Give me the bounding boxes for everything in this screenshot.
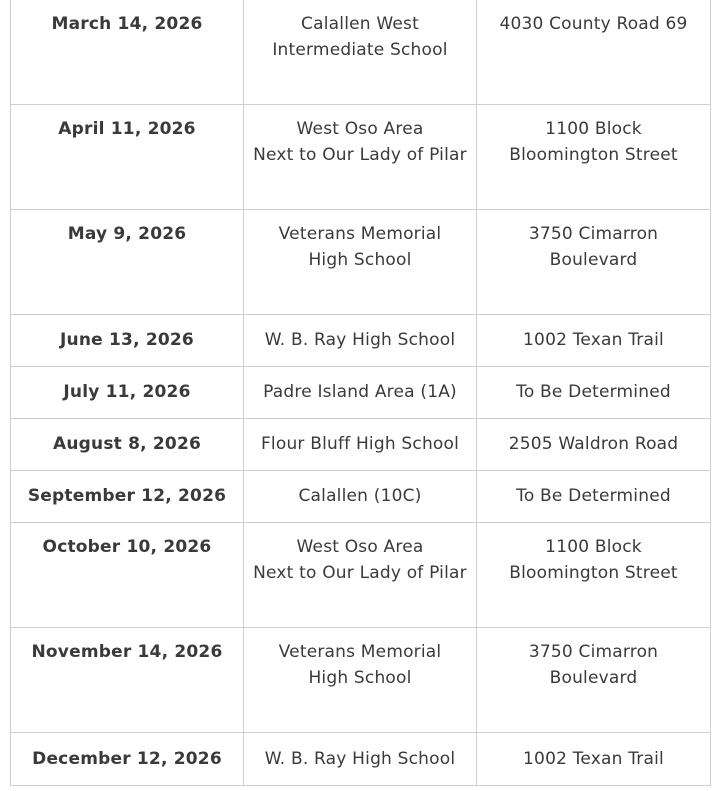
event-location: Calallen West Intermediate School [244, 0, 477, 105]
event-address: 1002 Texan Trail [477, 315, 711, 367]
event-location: Flour Bluff High School [244, 419, 477, 471]
event-date: April 11, 2026 [11, 105, 244, 210]
table-row [11, 419, 711, 471]
event-date: November 14, 2026 [11, 628, 244, 733]
table-row [11, 628, 711, 733]
event-date: March 14, 2026 [11, 0, 244, 105]
event-date: October 10, 2026 [11, 523, 244, 628]
event-date: September 12, 2026 [11, 471, 244, 523]
event-date: May 9, 2026 [11, 210, 244, 315]
table-row [11, 367, 711, 419]
event-location: W. B. Ray High School [244, 733, 477, 786]
event-location: Veterans Memorial High School [244, 628, 477, 733]
event-address: 3750 Cimarron Boulevard [477, 210, 711, 315]
event-address: 3750 Cimarron Boulevard [477, 628, 711, 733]
table-row [11, 0, 711, 105]
event-location: West Oso Area Next to Our Lady of Pilar [244, 105, 477, 210]
event-location: Padre Island Area (1A) [244, 367, 477, 419]
event-address: 1100 Block Bloomington Street [477, 523, 711, 628]
table-row [11, 105, 711, 210]
event-location: W. B. Ray High School [244, 315, 477, 367]
table-row [11, 523, 711, 628]
event-date: December 12, 2026 [11, 733, 244, 786]
event-location: Calallen (10C) [244, 471, 477, 523]
event-address: 1002 Texan Trail [477, 733, 711, 786]
table-row [11, 733, 711, 786]
event-location: West Oso Area Next to Our Lady of Pilar [244, 523, 477, 628]
event-date: June 13, 2026 [11, 315, 244, 367]
event-address: To Be Determined [477, 471, 711, 523]
table-row [11, 315, 711, 367]
event-address: To Be Determined [477, 367, 711, 419]
event-location: Veterans Memorial High School [244, 210, 477, 315]
event-address: 4030 County Road 69 [477, 0, 711, 105]
schedule-table [10, 0, 711, 786]
event-date: July 11, 2026 [11, 367, 244, 419]
table-row [11, 471, 711, 523]
table-row [11, 210, 711, 315]
event-address: 1100 Block Bloomington Street [477, 105, 711, 210]
event-date: August 8, 2026 [11, 419, 244, 471]
event-address: 2505 Waldron Road [477, 419, 711, 471]
